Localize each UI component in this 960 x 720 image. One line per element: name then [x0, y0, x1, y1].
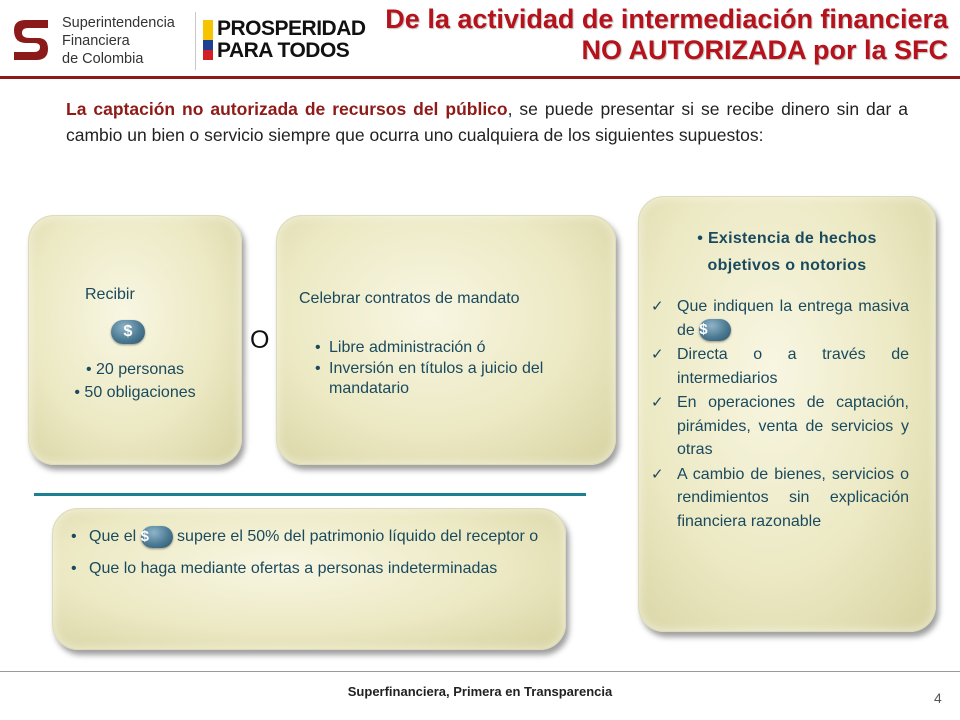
header-divider: [0, 76, 960, 79]
dollar-coin-icon: $: [699, 319, 731, 341]
recibir-box: [28, 215, 242, 465]
condiciones-box: [52, 508, 566, 650]
condicion-text-after: supere el 50% del patrimonio líquido del receptor o: [177, 528, 539, 545]
mandato-box: [276, 215, 616, 465]
footer-text: Superfinanciera, Primera en Transparencia: [347, 684, 613, 699]
dollar-coin-icon: $: [111, 320, 145, 344]
dollar-coin-icon: $: [141, 526, 173, 548]
hechos-heading-line-2: objetivos o notorios: [707, 257, 867, 274]
footer-divider: [0, 671, 960, 672]
hechos-box: [638, 196, 936, 632]
prosperidad-logo: [203, 14, 366, 66]
recibir-item-personas: • 20 personas: [85, 361, 185, 378]
intro-emphasis: La captación no autorizada de recursos del público: [66, 99, 508, 119]
sfc-logo-line-1: Superintendencia: [62, 15, 175, 31]
intro-paragraph: [66, 96, 908, 148]
mandato-item: • Libre administración ó: [315, 338, 605, 358]
sfc-logo-line-2: Financiera: [62, 33, 130, 49]
condicion-item: [67, 525, 549, 549]
recibir-item-obligaciones: • 50 obligaciones: [74, 384, 196, 401]
hechos-item: ✓ A cambio de bienes, servicios o rendimientos sin explicación financiera razonable: [651, 463, 909, 534]
sfc-logo-icon: [10, 16, 52, 64]
hechos-item: [651, 295, 909, 342]
hechos-heading-line-1: • Existencia de hechos: [697, 230, 877, 247]
logo-divider: [195, 12, 196, 70]
condicion-item: • Que lo haga mediante ofertas a personas indeterminadas: [67, 557, 549, 581]
condicion-text-before: Que el: [89, 528, 137, 545]
sfc-logo: [10, 10, 200, 70]
sfc-logo-line-3: de Colombia: [62, 51, 144, 67]
or-connector: O: [250, 326, 270, 354]
page-title-line-1: De la actividad de intermediación financiera: [385, 4, 948, 34]
mandato-heading: Celebrar contratos de mandato: [299, 290, 520, 307]
section-separator: [34, 493, 586, 496]
page-title-line-2: NO AUTORIZADA por la SFC: [581, 35, 948, 65]
intro-text: , se puede presentar si se recibe dinero sin dar a cambio un bien o servicio siempre que ocurra uno cualquiera de los siguientes supuestos:: [66, 99, 908, 145]
colombia-flag-icon: [203, 20, 213, 60]
mandato-item: • Inversión en títulos a juicio del mandatario: [315, 359, 605, 399]
page-number: 4: [934, 690, 942, 706]
recibir-heading: Recibir: [85, 286, 135, 303]
page-title: [385, 4, 948, 66]
hechos-item: ✓ En operaciones de captación, pirámides, venta de servicios y otras: [651, 391, 909, 462]
prosperidad-line-1: PROSPERIDAD: [217, 17, 366, 40]
prosperidad-line-2: PARA TODOS: [217, 39, 350, 62]
hechos-item-text: Que indiquen la entrega masiva de: [677, 298, 909, 339]
hechos-item: ✓ Directa o a través de intermediarios: [651, 343, 909, 390]
